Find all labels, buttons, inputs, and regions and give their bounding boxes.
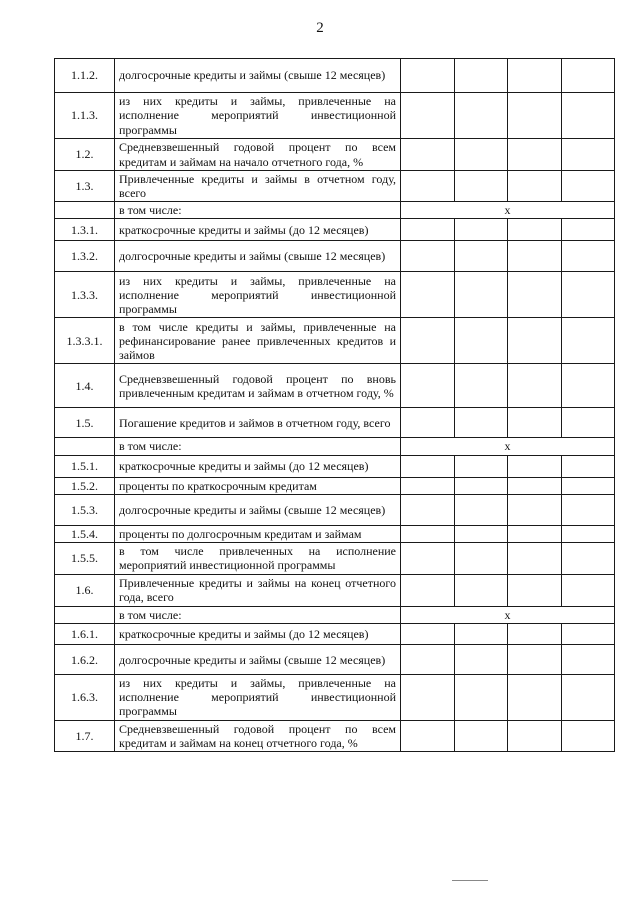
not-applicable-mark: x (401, 438, 615, 455)
value-cell[interactable] (454, 494, 508, 525)
value-cell[interactable] (508, 219, 562, 241)
row-number: 1.7. (55, 720, 115, 751)
value-cell[interactable] (401, 675, 455, 720)
row-number: 1.3.3.1. (55, 318, 115, 364)
table-row (55, 241, 615, 272)
value-cell[interactable] (508, 318, 562, 364)
row-label: долгосрочные кредиты и займы (свыше 12 месяцев) (115, 494, 401, 525)
value-cell[interactable] (561, 139, 615, 171)
row-label: проценты по долгосрочным кредитам и займам (115, 525, 401, 542)
value-cell[interactable] (454, 542, 508, 574)
value-cell[interactable] (561, 219, 615, 241)
table-row (55, 477, 615, 494)
value-cell[interactable] (454, 574, 508, 606)
table-row (55, 720, 615, 751)
row-number: 1.6.1. (55, 624, 115, 645)
value-cell[interactable] (454, 171, 508, 202)
value-cell[interactable] (401, 525, 455, 542)
value-cell[interactable] (454, 645, 508, 675)
row-label: краткосрочные кредиты и займы (до 12 месяцев) (115, 219, 401, 241)
row-label: из них кредиты и займы, привлеченные на исполнение мероприятий инвестиционной программы (115, 272, 401, 318)
value-cell[interactable] (401, 318, 455, 364)
value-cell[interactable] (508, 241, 562, 272)
value-cell[interactable] (561, 645, 615, 675)
value-cell[interactable] (561, 494, 615, 525)
value-cell[interactable] (561, 624, 615, 645)
row-label: в том числе: (115, 438, 401, 455)
table-row (55, 202, 615, 219)
table-row (55, 606, 615, 623)
value-cell[interactable] (454, 241, 508, 272)
table-row (55, 272, 615, 318)
row-number (55, 438, 115, 455)
row-label: в том числе: (115, 202, 401, 219)
row-number: 1.5.2. (55, 477, 115, 494)
row-number: 1.2. (55, 139, 115, 171)
value-cell[interactable] (401, 171, 455, 202)
value-cell[interactable] (508, 574, 562, 606)
value-cell[interactable] (401, 494, 455, 525)
value-cell[interactable] (561, 241, 615, 272)
row-label: долгосрочные кредиты и займы (свыше 12 месяцев) (115, 241, 401, 272)
row-label: долгосрочные кредиты и займы (свыше 12 месяцев) (115, 59, 401, 93)
row-number: 1.3.1. (55, 219, 115, 241)
row-number: 1.1.2. (55, 59, 115, 93)
value-cell[interactable] (508, 675, 562, 720)
value-cell[interactable] (561, 675, 615, 720)
value-cell[interactable] (401, 645, 455, 675)
value-cell[interactable] (454, 477, 508, 494)
value-cell[interactable] (561, 720, 615, 751)
row-number: 1.3. (55, 171, 115, 202)
row-label: в том числе: (115, 606, 401, 623)
row-label: краткосрочные кредиты и займы (до 12 месяцев) (115, 624, 401, 645)
value-cell[interactable] (561, 93, 615, 139)
table-row (55, 93, 615, 139)
value-cell[interactable] (508, 272, 562, 318)
value-cell[interactable] (561, 364, 615, 408)
table-row (55, 645, 615, 675)
value-cell[interactable] (561, 59, 615, 93)
not-applicable-mark: x (401, 606, 615, 623)
row-number: 1.5.1. (55, 455, 115, 477)
table-row (55, 219, 615, 241)
row-number: 1.6.3. (55, 675, 115, 720)
row-label: Средневзвешенный годовой процент по всем кредитам и займам на начало отчетного года, % (115, 139, 401, 171)
value-cell[interactable] (454, 408, 508, 438)
table-row (55, 139, 615, 171)
table-row (55, 318, 615, 364)
row-label: Средневзвешенный годовой процент по вновь привлеченным кредитам и займам в отчетном году, % (115, 364, 401, 408)
value-cell[interactable] (401, 219, 455, 241)
page-number: 2 (316, 20, 324, 36)
value-cell[interactable] (561, 477, 615, 494)
value-cell[interactable] (401, 408, 455, 438)
row-number: 1.5.5. (55, 542, 115, 574)
row-number: 1.5. (55, 408, 115, 438)
value-cell[interactable] (561, 525, 615, 542)
value-cell[interactable] (508, 364, 562, 408)
value-cell[interactable] (401, 455, 455, 477)
value-cell[interactable] (508, 139, 562, 171)
value-cell[interactable] (508, 455, 562, 477)
row-label: краткосрочные кредиты и займы (до 12 месяцев) (115, 455, 401, 477)
value-cell[interactable] (561, 455, 615, 477)
value-cell[interactable] (561, 408, 615, 438)
table-row (55, 574, 615, 606)
value-cell[interactable] (508, 171, 562, 202)
value-cell[interactable] (561, 542, 615, 574)
value-cell[interactable] (401, 542, 455, 574)
table-row (55, 494, 615, 525)
value-cell[interactable] (401, 272, 455, 318)
table-row (55, 364, 615, 408)
value-cell[interactable] (401, 477, 455, 494)
value-cell[interactable] (508, 93, 562, 139)
value-cell[interactable] (454, 139, 508, 171)
value-cell[interactable] (401, 364, 455, 408)
value-cell[interactable] (401, 720, 455, 751)
value-cell[interactable] (508, 408, 562, 438)
value-cell[interactable] (508, 542, 562, 574)
value-cell[interactable] (401, 574, 455, 606)
value-cell[interactable] (454, 219, 508, 241)
row-label: в том числе привлеченных на исполнение мероприятий инвестиционной программы (115, 542, 401, 574)
table-row (55, 171, 615, 202)
not-applicable-mark: x (401, 202, 615, 219)
row-number (55, 606, 115, 623)
value-cell[interactable] (561, 574, 615, 606)
scan-mark (452, 880, 488, 881)
row-number: 1.3.3. (55, 272, 115, 318)
value-cell[interactable] (508, 624, 562, 645)
table-row (55, 408, 615, 438)
value-cell[interactable] (454, 364, 508, 408)
value-cell[interactable] (454, 624, 508, 645)
value-cell[interactable] (454, 720, 508, 751)
value-cell[interactable] (508, 477, 562, 494)
row-number (55, 202, 115, 219)
value-cell[interactable] (454, 93, 508, 139)
value-cell[interactable] (401, 139, 455, 171)
value-cell[interactable] (508, 494, 562, 525)
row-label: Средневзвешенный годовой процент по всем кредитам и займам на конец отчетного года, % (115, 720, 401, 751)
loans-table (54, 58, 615, 752)
value-cell[interactable] (454, 675, 508, 720)
row-label: из них кредиты и займы, привлеченные на исполнение мероприятий инвестиционной программы (115, 93, 401, 139)
row-number: 1.4. (55, 364, 115, 408)
value-cell[interactable] (561, 171, 615, 202)
row-label: Привлеченные кредиты и займы на конец отчетного года, всего (115, 574, 401, 606)
value-cell[interactable] (454, 455, 508, 477)
value-cell[interactable] (454, 59, 508, 93)
value-cell[interactable] (561, 318, 615, 364)
table-row (55, 624, 615, 645)
row-number: 1.1.3. (55, 93, 115, 139)
row-label: долгосрочные кредиты и займы (свыше 12 месяцев) (115, 645, 401, 675)
row-label: Погашение кредитов и займов в отчетном году, всего (115, 408, 401, 438)
row-number: 1.6. (55, 574, 115, 606)
row-number: 1.3.2. (55, 241, 115, 272)
row-label: Привлеченные кредиты и займы в отчетном году, всего (115, 171, 401, 202)
row-label: из них кредиты и займы, привлеченные на исполнение мероприятий инвестиционной программы (115, 675, 401, 720)
value-cell[interactable] (454, 525, 508, 542)
value-cell[interactable] (508, 720, 562, 751)
value-cell[interactable] (454, 272, 508, 318)
table-row (55, 542, 615, 574)
value-cell[interactable] (401, 624, 455, 645)
value-cell[interactable] (561, 272, 615, 318)
row-label: проценты по краткосрочным кредитам (115, 477, 401, 494)
table-row (55, 59, 615, 93)
row-label: в том числе кредиты и займы, привлеченные на рефинансирование ранее привлеченных кредитов и займов (115, 318, 401, 364)
table-row (55, 525, 615, 542)
row-number: 1.5.3. (55, 494, 115, 525)
value-cell[interactable] (508, 59, 562, 93)
value-cell[interactable] (454, 318, 508, 364)
value-cell[interactable] (508, 645, 562, 675)
table-row (55, 438, 615, 455)
table-row (55, 455, 615, 477)
value-cell[interactable] (401, 59, 455, 93)
row-number: 1.6.2. (55, 645, 115, 675)
value-cell[interactable] (401, 93, 455, 139)
table-row (55, 675, 615, 720)
value-cell[interactable] (401, 241, 455, 272)
value-cell[interactable] (508, 525, 562, 542)
row-number: 1.5.4. (55, 525, 115, 542)
